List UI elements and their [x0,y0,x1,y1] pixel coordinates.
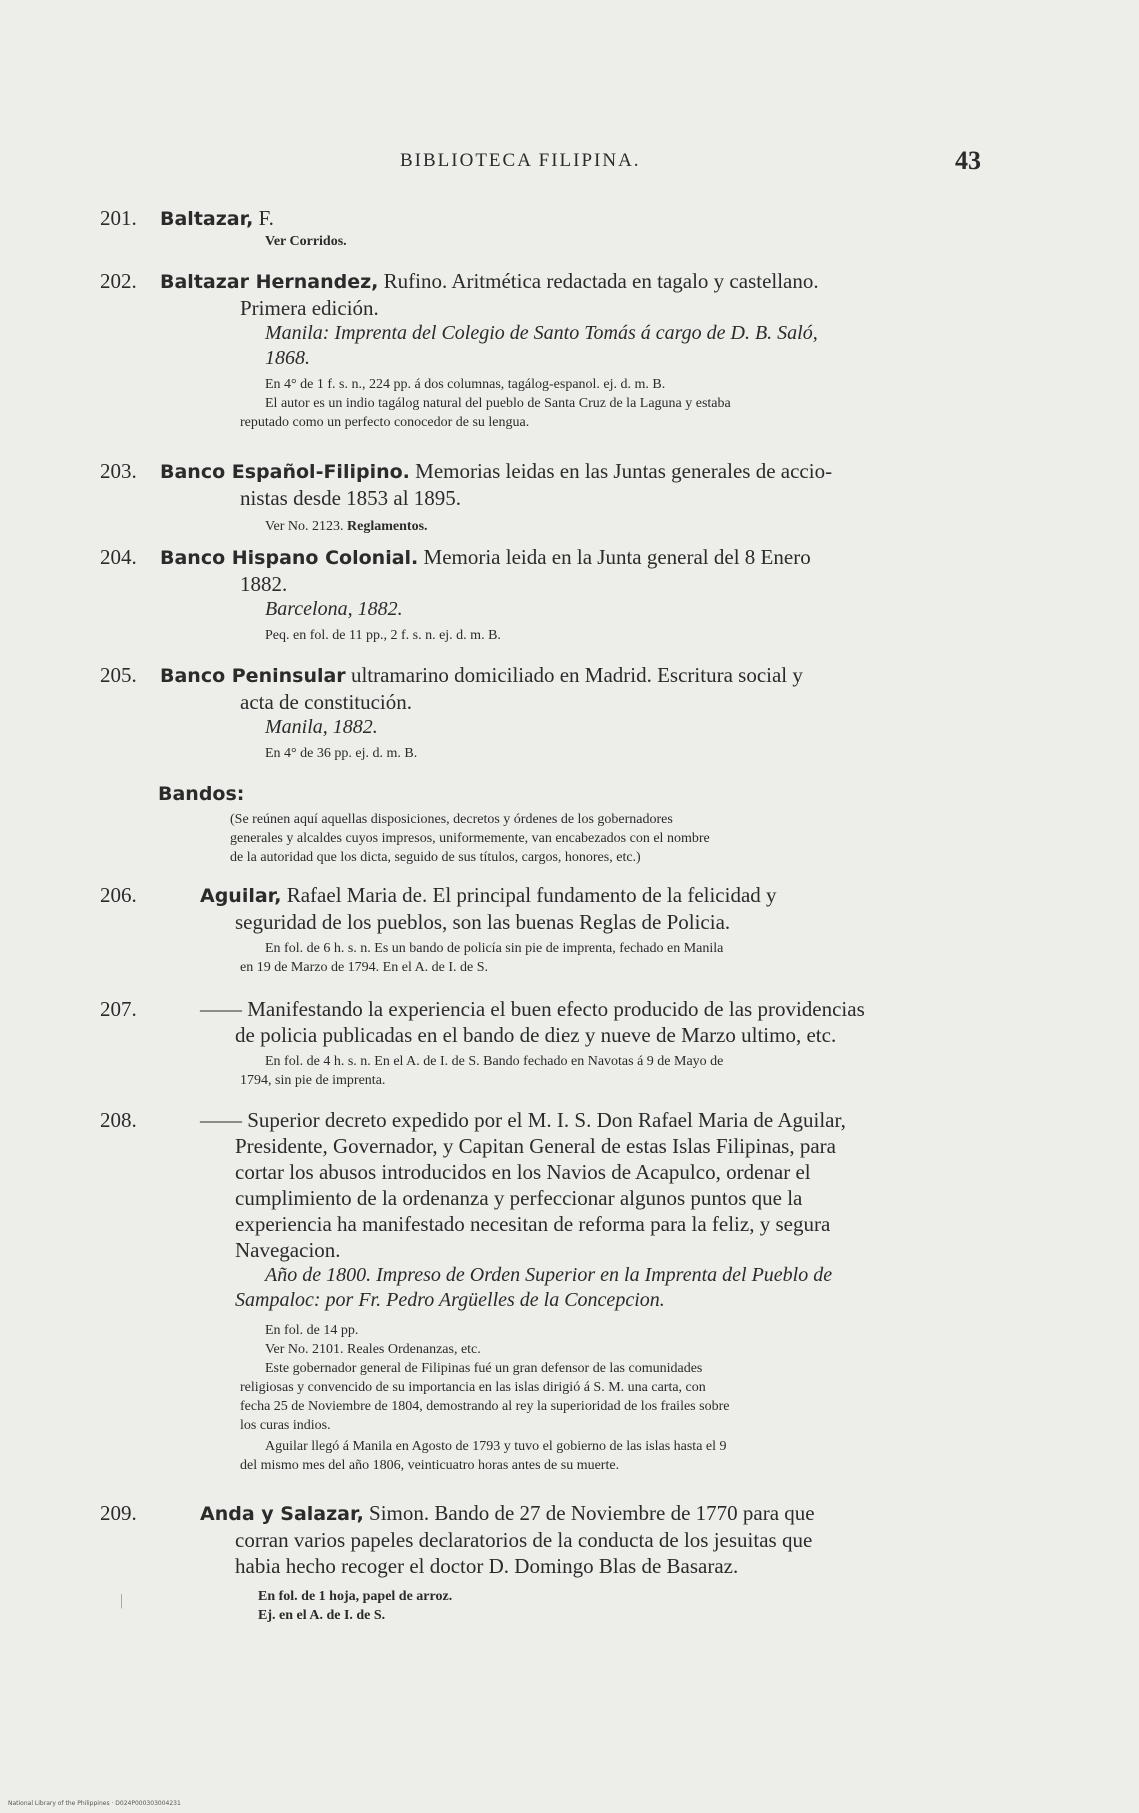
entry-title-cont: nistas desde 1853 al 1895. [240,486,462,510]
entry-207 [100,996,990,1090]
entry-title-cont: 1882. [240,572,288,596]
entry-note-ref: Reglamentos. [347,519,428,534]
entry-title: F. [253,206,274,230]
entry-title-cont: acta de constitución. [240,690,413,714]
entry-number: 208. [100,1108,137,1132]
entry-imprint: Barcelona, 1882. [265,598,403,620]
entry-204 [100,544,990,645]
entry-title: Rafael Maria de. El principal fundamento de la felicidad y [281,883,777,907]
entry-201 [100,205,990,251]
page-blemish: | [120,1592,124,1609]
entry-title: —— Manifestando la experiencia el buen efecto producido de las providencias [200,997,865,1021]
entry-note: En fol. de 4 h. s. n. En el A. de I. de S. Bando fechado en Navotas á 9 de Mayo de [265,1054,724,1069]
entry-title-cont: Presidente, Governador, y Capitan General de estas Islas Filipinas, para [235,1134,836,1158]
entry-imprint: Año de 1800. Impreso de Orden Superior en la Imprenta del Pueblo de [265,1264,833,1286]
entry-note: Este gobernador general de Filipinas fué un gran defensor de las comunidades [265,1361,703,1376]
entry-number: 206. [100,883,137,907]
entry-author: Baltazar Hernandez, [160,271,379,293]
entry-author: Aguilar, [200,885,282,907]
entry-title-cont: habia hecho recoger el doctor D. Domingo Blas de Basaraz. [235,1554,739,1578]
entry-author: Banco Hispano Colonial. [160,547,419,569]
entry-209 [100,1500,990,1625]
running-title: BIBLIOTECA FILIPINA. [400,150,641,171]
entry-note: del mismo mes del año 1806, veinticuatro horas antes de su muerte. [240,1458,620,1473]
entry-note: los curas indios. [240,1418,331,1433]
entry-note: en 19 de Marzo de 1794. En el A. de I. de S. [240,960,489,975]
entry-title: Rufino. Aritmética redactada en tagalo y castellano. [378,269,819,293]
entry-number: 202. [100,269,137,293]
entry-author: Anda y Salazar, [200,1503,364,1525]
entry-206 [100,882,990,977]
entry-title-cont: Navegacion. [235,1238,341,1262]
entry-note: Ver No. 2123. [265,519,344,534]
entry-title-cont: de policia publicadas en el bando de diez y nueve de Marzo ultimo, etc. [235,1023,837,1047]
entry-title-cont: experiencia ha manifestado necesitan de reforma para la feliz, y segura [235,1212,831,1236]
entry-number: 201. [100,206,137,230]
entry-imprint-cont: Sampaloc: por Fr. Pedro Argüelles de la Concepcion. [235,1289,665,1311]
entry-title-cont: seguridad de los pueblos, son las buenas Reglas de Policia. [235,910,731,934]
entry-title-cont: cortar los abusos introducidos en los Navios de Acapulco, ordenar el [235,1160,811,1184]
entry-note: Aguilar llegó á Manila en Agosto de 1793 y tuvo el gobierno de las islas hasta el 9 [265,1439,727,1454]
entry-note: Ej. en el A. de I. de S. [258,1608,386,1623]
entry-number: 209. [100,1501,137,1525]
entry-title: Simon. Bando de 27 de Noviembre de 1770 para que [363,1501,815,1525]
entry-title: —— Superior decreto expedido por el M. I. S. Don Rafael Maria de Aguilar, [200,1108,846,1132]
section-note-line: (Se reúnen aquí aquellas disposiciones, decretos y órdenes de los gobernadores [230,812,673,827]
entry-title: Memorias leidas en las Juntas generales de accio- [409,459,833,483]
entry-title-cont: cumplimiento de la ordenanza y perfeccionar algunos puntos que la [235,1186,803,1210]
entry-imprint: Manila: Imprenta del Colegio de Santo Tomás á cargo de D. B. Saló, [265,322,818,344]
entry-note: reputado como un perfecto conocedor de su lengua. [240,415,530,430]
entry-note: En fol. de 6 h. s. n. Es un bando de policía sin pie de imprenta, fechado en Manila [265,941,724,956]
entry-number: 205. [100,663,137,687]
entry-note: fecha 25 de Noviembre de 1804, demostrando al rey la superioridad de los frailes sobre [240,1399,730,1414]
entry-imprint-cont: 1868. [265,347,310,369]
entry-205 [100,662,990,763]
entry-203 [100,458,990,536]
entry-imprint: Manila, 1882. [265,716,378,738]
entry-202 [100,268,990,432]
entry-note: En fol. de 1 hoja, papel de arroz. [258,1589,453,1604]
entry-number: 204. [100,545,137,569]
entry-title-cont: corran varios papeles declaratorios de la conducta de los jesuitas que [235,1528,813,1552]
entry-208 [100,1107,990,1475]
entry-author: Banco Peninsular [160,665,346,687]
entry-note: En 4° de 36 pp. ej. d. m. B. [265,746,418,761]
entry-number: 207. [100,997,137,1021]
entry-number: 203. [100,459,137,483]
entry-note: Ver No. 2101. Reales Ordenanzas, etc. [265,1342,481,1357]
entry-author: Baltazar, [160,208,254,230]
entry-note: Peq. en fol. de 11 pp., 2 f. s. n. ej. d. m. B. [265,628,501,643]
entry-title: ultramarino domiciliado en Madrid. Escritura social y [345,663,803,687]
section-note-line: generales y alcaldes cuyos impresos, uniformemente, van encabezados con el nombre [230,831,710,846]
entry-title: Memoria leida en la Junta general del 8 Enero [418,545,811,569]
scan-footer: National Library of the Philippines · D024P000303004231 [8,1800,181,1807]
section-note-line: de la autoridad que los dicta, seguido de sus títulos, cargos, honores, etc.) [230,850,641,865]
entry-author: Banco Español-Filipino. [160,461,410,483]
entry-note: Ver Corridos. [265,234,347,249]
entry-note: El autor es un indio tagálog natural del pueblo de Santa Cruz de la Laguna y estaba [265,396,731,411]
entry-title-cont: Primera edición. [240,296,379,320]
section-heading: Bandos: [158,783,245,805]
entry-note: En 4° de 1 f. s. n., 224 pp. á dos columnas, tagálog-espanol. ej. d. m. B. [265,377,666,392]
entry-note: religiosas y convencido de su importancia en las islas dirigió á S. M. una carta, con [240,1380,706,1395]
page-number: 43 [955,146,981,175]
section-note [230,810,985,867]
entry-note: En fol. de 14 pp. [265,1323,359,1338]
entry-note: 1794, sin pie de imprenta. [240,1073,386,1088]
